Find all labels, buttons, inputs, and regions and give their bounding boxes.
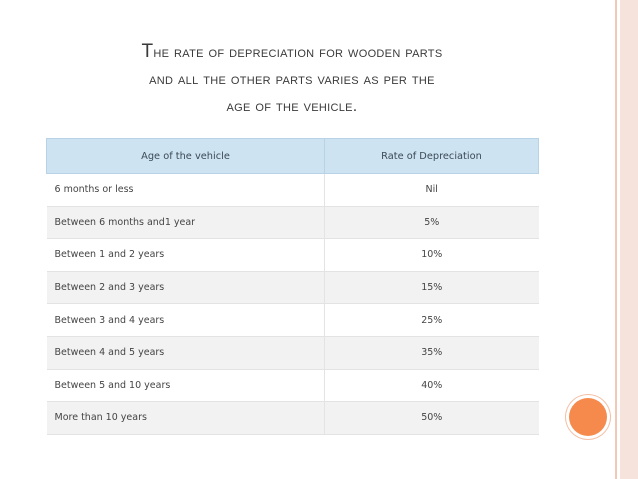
cell-rate: Nil xyxy=(325,174,539,207)
table-row xyxy=(47,336,539,369)
decorative-band xyxy=(620,0,638,479)
table-header-row xyxy=(47,139,539,174)
header-age: Age of the vehicle xyxy=(47,139,325,174)
cell-rate: 15% xyxy=(325,271,539,304)
cell-age: Between 2 and 3 years xyxy=(47,271,325,304)
cell-rate: 10% xyxy=(325,239,539,272)
cell-age: Between 3 and 4 years xyxy=(47,304,325,337)
cell-age: Between 1 and 2 years xyxy=(47,239,325,272)
decorative-line xyxy=(615,0,617,479)
cell-rate: 40% xyxy=(325,369,539,402)
cell-rate: 50% xyxy=(325,402,539,435)
cell-age: 6 months or less xyxy=(47,174,325,207)
depreciation-table-container xyxy=(46,138,538,435)
title-initial: T xyxy=(141,41,154,62)
cell-rate: 35% xyxy=(325,336,539,369)
table-row xyxy=(47,174,539,207)
table-row xyxy=(47,402,539,435)
cell-age: More than 10 years xyxy=(47,402,325,435)
cell-rate: 25% xyxy=(325,304,539,337)
cell-rate: 5% xyxy=(325,206,539,239)
slide-title xyxy=(32,38,552,120)
table-row xyxy=(47,206,539,239)
title-line-1 xyxy=(32,38,552,66)
header-rate: Rate of Depreciation xyxy=(325,139,539,174)
table-row xyxy=(47,369,539,402)
table-row xyxy=(47,239,539,272)
cell-age: Between 5 and 10 years xyxy=(47,369,325,402)
title-line-2: and all the other parts varies as per the xyxy=(149,71,435,88)
cell-age: Between 4 and 5 years xyxy=(47,336,325,369)
title-line-1-text: he rate of depreciation for wooden parts xyxy=(153,44,443,61)
orange-circle-icon xyxy=(569,398,607,436)
table-row xyxy=(47,271,539,304)
title-line-3: age of the vehicle. xyxy=(226,98,358,115)
table-row xyxy=(47,304,539,337)
cell-age: Between 6 months and1 year xyxy=(47,206,325,239)
depreciation-table xyxy=(46,138,539,435)
